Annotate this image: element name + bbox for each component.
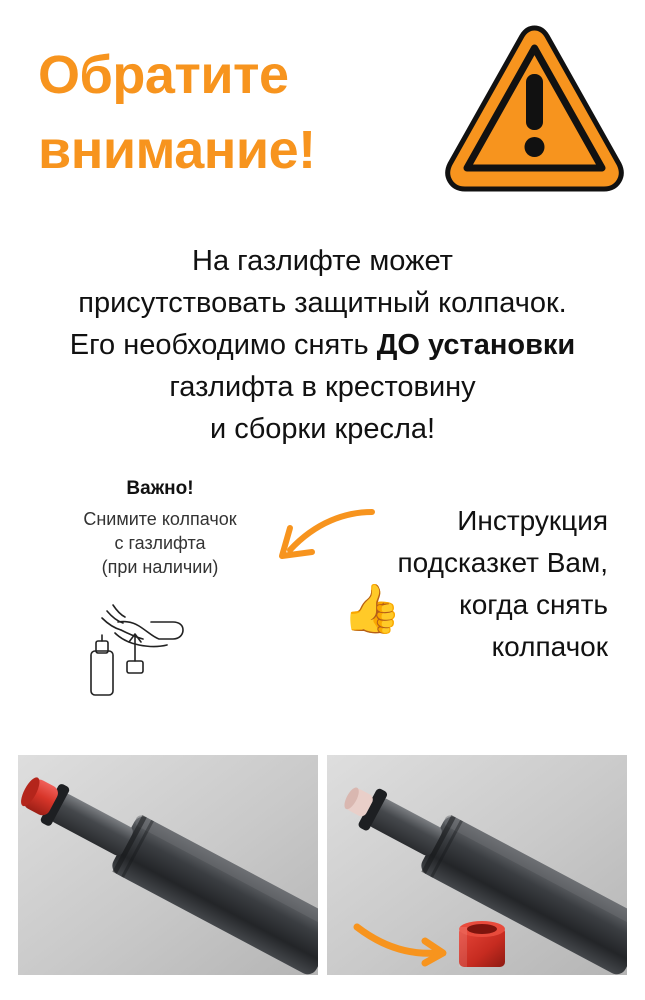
photo-strip: [18, 755, 627, 975]
important-line-1: Снимите колпачок: [83, 509, 237, 529]
instruction-line-4: колпачок: [491, 631, 608, 662]
notice-line-4: газлифта в крестовину: [169, 371, 476, 404]
notice-line-3: [0, 324, 645, 366]
instruction-line-2: подсказкет Вам,: [397, 547, 608, 578]
warning-triangle-icon: [442, 22, 627, 197]
notice-line-3-strong: ДО установки: [376, 329, 576, 362]
thumbs-up-icon: 👍: [342, 583, 402, 636]
notice-line-5: и сборки кресла!: [209, 413, 436, 446]
page-title-line2: внимание!: [38, 119, 316, 180]
instruction-line-3: когда снять: [459, 589, 608, 620]
header-banner: [0, 0, 645, 215]
notice-line-1: На газлифте может: [192, 245, 453, 277]
photo-gas-lift-cap-removed: [327, 755, 627, 975]
photo-gas-lift-with-cap: [18, 755, 318, 975]
important-line-2: с газлифта: [114, 532, 206, 553]
important-note-block: [55, 478, 265, 704]
removed-cap: [459, 921, 505, 967]
middle-section: [0, 478, 645, 728]
notice-line-3-prefix: Его необходимо снять: [69, 329, 377, 362]
instruction-line-1: Инструкция: [457, 505, 608, 536]
hand-removing-cap-icon: [55, 589, 265, 704]
page-title-line1: Обратите: [38, 45, 289, 105]
important-title: Важно!: [126, 478, 194, 499]
important-line-3: (при наличии): [101, 556, 219, 577]
page-title: [38, 38, 458, 187]
footer-spacer: [0, 978, 645, 1000]
notice-paragraph: [0, 240, 645, 450]
notice-line-2: присутствовать защитный колпачок.: [78, 287, 567, 320]
